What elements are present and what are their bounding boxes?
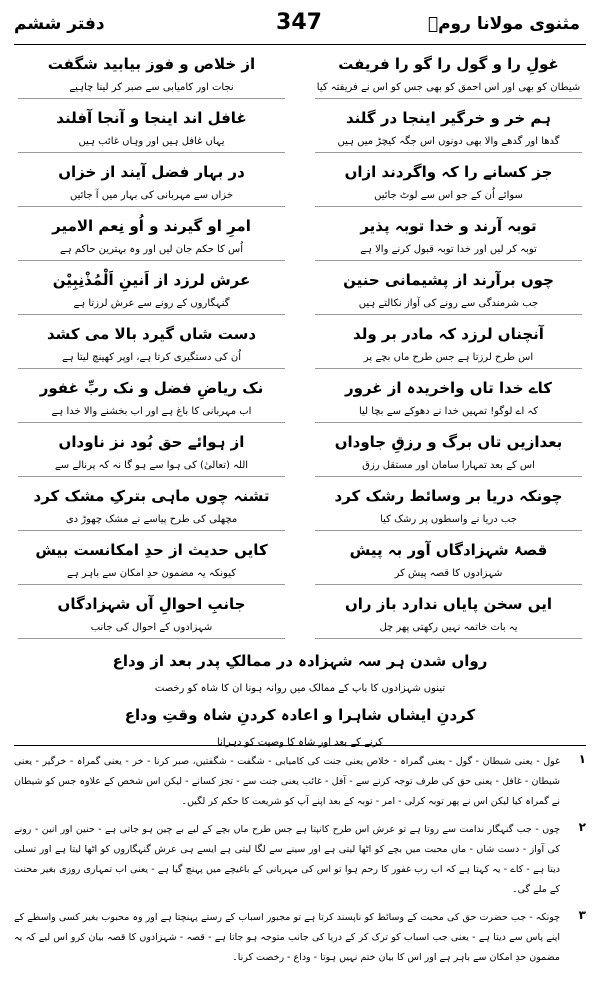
closing-verse-row: [80, 702, 520, 729]
couplet-grid: [14, 50, 586, 644]
urdu-translation: سوائے اُن کے جو اس سے لوٹ جائیں: [315, 186, 582, 207]
urdu-translation: توبہ کر لیں اور خدا توبہ قبول کرنے والا ہے: [315, 240, 582, 261]
persian-verse: از ہوائے حق بُود نز ناوداں: [58, 433, 245, 451]
persian-verse: کاے خدا تاں واخریدہ از غرور: [345, 379, 552, 397]
urdu-translation: کہ اے لوگو! تمہیں خدا نے دھوکے سے بچا لیا: [315, 402, 582, 423]
urdu-translation: کرنے کے بعد اور شاہ کا وصیت کو دہرانا: [80, 729, 520, 756]
urdu-translation: تینوں شہزادوں کا باپ کے ممالک میں روانہ ہونا ان کا شاہ کو رخصت: [80, 675, 520, 702]
footnote: [14, 752, 586, 812]
persian-verse: توبہ آرند و خدا توبہ پذیر: [360, 217, 537, 235]
urdu-translation: یہ بات خاتمہ نہیں رکھتی پھر چل: [315, 618, 582, 639]
header-rule: [14, 44, 586, 45]
urdu-translation: گنہگاروں کے رونے سے عرش لرزتا ہے: [18, 294, 285, 315]
hemistich-right: [311, 482, 586, 536]
urdu-translation: اُن کی دستگیری کرتا ہے، اوپر کھینچ لیتا ہے: [18, 348, 285, 369]
persian-verse: رواں شدن ہر سہ شہزادہ در ممالکِ پدر بعد از وداع: [112, 652, 488, 670]
footnote-text: چوں - جب گنہگار ندامت سے روتا ہے تو عرش اس طرح کانپتا ہے جس طرح ماں بچے کے لیے بے چین ہو جاتی ہے - حنین اور انین - رونے کی آواز - دست شاں - ماں محبت میں بچے کو اٹھا لیتی ہے اور سینے سے لگا لیتی ہے ایسے ہی عرش گنہگاروں کو اٹھا لیتا ہے اور تسلی دیتا ہے - کاے - یہ کہتا ہے کہ اب رب غفور کا رحم ہوا تو اس کی مہربانی کے باغیچے میں پہنچ گیا ہے - یعنی اب تمہاری روزی بغیر محنت کے ملے گی۔: [14, 824, 560, 895]
urdu-translation: یہاں غافل ہیں اور وہاں غائب ہیں: [18, 132, 285, 153]
page-number: 347: [276, 10, 322, 35]
persian-verse: قصۂ شہزادگاں آور بہ پیش: [349, 541, 548, 559]
footnote-rule: [14, 745, 586, 746]
hemistich-right: [311, 50, 586, 104]
persian-verse: تشنہ چوں ماہی بترکِ مشک کرد: [33, 487, 270, 505]
hemistich-right: [311, 428, 586, 482]
urdu-translation: نجات اور کامیابی سے صبر کر لینا چاہیے: [18, 78, 285, 99]
footnote-text: غول - یعنی شیطان - گول - یعنی گمراہ - خلاص یعنی جنت کی کامیابی - شگفت - شگفتیں، صبر کرنا - خر - یعنی گمراہ - خرگیر - یعنی شیطان - غافل - یعنی حق کی طرف توجہ کرنے سے - آفل - غائب یعنی جنت سے - تجز کسانے - لیکن اس شخص کے علاوہ جس کو شیطان نے گمراہ کیا لیکن اس نے پھر توبہ کرلی - امر - توبہ کے بعد اپنے آپ کو شریعت کا حکم کر لگیں۔: [14, 756, 560, 807]
hemistich-left: [14, 428, 289, 482]
hemistich-left: [14, 212, 289, 266]
urdu-translation: جب دریا نے واسطوں پر رشک کیا: [315, 510, 582, 531]
volume-title: دفتر ششم: [14, 14, 105, 34]
persian-verse: غولِ را و گول را گو را فریفت: [338, 55, 559, 73]
persian-verse: بعدازیں تاں برگ و رزقِ جاوداں: [334, 433, 563, 451]
closing-verses: [80, 648, 520, 756]
persian-verse: جز کسانے را کہ واگردند ازاں: [344, 163, 553, 181]
hemistich-left: [14, 266, 289, 320]
footnote: [14, 908, 586, 968]
persian-verse: جانبِ احوالِ آں شہزادگاں: [57, 595, 246, 613]
hemistich-left: [14, 320, 289, 374]
persian-verse: نک ریاضِ فضل و نک ربِّ غفور: [39, 379, 264, 397]
persian-verse: امرِ او گیرند و اُو نِعم الامیر: [52, 217, 251, 235]
persian-verse: غافل اند اینجا و آنجا آفلند: [56, 109, 247, 127]
footnotes: [14, 752, 586, 976]
footnote-text: چونکہ - جب حضرت حق کی محبت کے وسائط کو ناپسند کرتا ہے تو مجبور اسباب کے رستے پہنچتا ہے اور وہ محبوب بغیر کسی واسطے کے اپنے پاس سے دیتا ہے - یعنی جب اسباب کو ترک کر کے دریا کی جانب متوجہ ہو جاتا ہے - قصہ - شہزادوں کا قصہ بیان کرو اس لیے کہ یہ مضمون حدِ امکان سے باہر ہے اور اس کا بیان ختم نہیں ہوتا - وداع - رخصت کرنا۔: [14, 912, 560, 963]
hemistich-right: [311, 158, 586, 212]
urdu-translation: مچھلی کی طرح پیاسے نے مشک چھوڑ دی: [18, 510, 285, 531]
hemistich-right: [311, 104, 586, 158]
urdu-translation: گدھا اور گدھے والا بھی دونوں اس جگہ کیچڑ میں ہیں: [315, 132, 582, 153]
hemistich-left: [14, 50, 289, 104]
hemistich-left: [14, 536, 289, 590]
hemistich-right: [311, 536, 586, 590]
persian-verse: چونکہ دریا بر وسائط رشک کرد: [334, 487, 563, 505]
footnote: [14, 820, 586, 900]
persian-verse: آنچناں لرزد کہ مادر بر ولد: [353, 325, 544, 343]
hemistich-left: [14, 482, 289, 536]
urdu-translation: شہزادوں کا قصہ پیش کر: [315, 564, 582, 585]
persian-verse: کایں حدیث از حدِ امکانست بیش: [35, 541, 268, 559]
urdu-translation: شیطان کو بھی اور اس احمق کو بھی جس کو اس نے فریفتہ کیا: [315, 78, 582, 99]
urdu-translation: اس کے بعد تمہارا سامان اور مستقل رزق: [315, 456, 582, 477]
footnote-mark: ۱: [578, 752, 586, 766]
hemistich-left: [14, 104, 289, 158]
footnote-mark: ۳: [578, 908, 586, 922]
persian-verse: چوں برآرند از پشیمانی حنین: [343, 271, 554, 289]
hemistich-left: [14, 158, 289, 212]
book-title: مثنوی مولانا رومؒ: [427, 14, 580, 34]
page-header: [10, 8, 588, 42]
verse-section: [14, 50, 586, 756]
hemistich-right: [311, 266, 586, 320]
persian-verse: دست شاں گیرد بالا می کشد: [46, 325, 257, 343]
urdu-translation: شہزادوں کے احوال کی جانب: [18, 618, 285, 639]
hemistich-right: [311, 320, 586, 374]
urdu-translation: کیونکہ یہ مضمون حدِ امکان سے باہر ہے: [18, 564, 285, 585]
hemistich-right: [311, 590, 586, 644]
persian-verse: عرش لرزد از اَنینِ اَلْمُذْنِبِیْن: [52, 271, 251, 289]
footnote-mark: ۲: [578, 820, 586, 834]
hemistich-left: [14, 374, 289, 428]
persian-verse: از خلاص و فوز بیابید شگفت: [47, 55, 256, 73]
urdu-translation: اللہ (تعالیٰ) کی ہوا سے ہو گا نہ کہ پرنالے سے: [18, 456, 285, 477]
hemistich-right: [311, 212, 586, 266]
hemistich-right: [311, 374, 586, 428]
persian-verse: کردنِ ایشاں شاہرا و اعادہ کردنِ شاہ وقتِ وداع: [124, 706, 476, 724]
persian-verse: ایں سخن پایاں ندارد باز راں: [344, 595, 553, 613]
closing-translation-row: [80, 675, 520, 702]
urdu-translation: اُس کا حکم جان لیں اور وہ بہترین حاکم ہے: [18, 240, 285, 261]
persian-verse: در بہار فضل آیند از خزاں: [58, 163, 245, 181]
urdu-translation: اب مہربانی کا باغ ہے اور اب بخشنے والا خدا ہے: [18, 402, 285, 423]
urdu-translation: اس طرح لرزتا ہے جس طرح ماں بچے پر: [315, 348, 582, 369]
persian-verse: ہم خر و خرگیر اینجا در گلند: [346, 109, 551, 127]
urdu-translation: جب شرمندگی سے رونے کی آواز نکالتے ہیں: [315, 294, 582, 315]
hemistich-left: [14, 590, 289, 644]
closing-verse-row: [80, 648, 520, 675]
urdu-translation: خزاں سے مہربانی کی بہار میں آ جائیں: [18, 186, 285, 207]
